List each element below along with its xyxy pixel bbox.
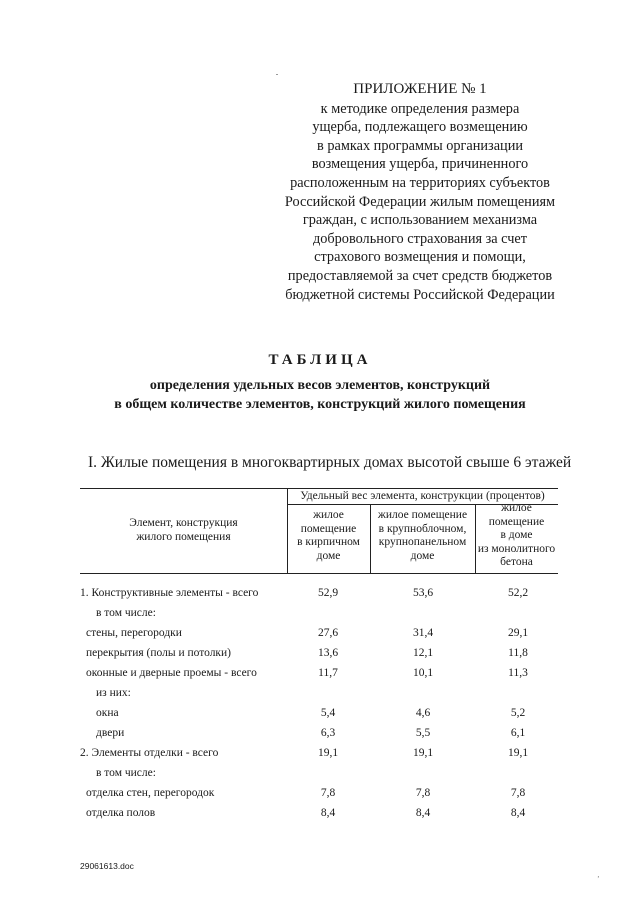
cell-monolithic: 11,3	[508, 667, 528, 679]
annex-line: Российской Федерации жилым помещениям	[284, 193, 556, 210]
row-label: перекрытия (полы и потолки)	[86, 647, 232, 659]
cell-brick: 27,6	[317, 627, 339, 639]
cell-panel: 8,4	[415, 807, 431, 819]
row-label: отделка полов	[86, 807, 156, 819]
row-label: оконные и дверные проемы - всего	[86, 667, 257, 679]
annex-line: возмещения ущерба, причиненного	[311, 156, 529, 173]
cell-monolithic: 52,2	[507, 587, 529, 599]
annex-line: в рамках программы организации	[317, 137, 523, 154]
cell-monolithic: 5,2	[510, 707, 526, 719]
header-line: жилое	[501, 502, 532, 514]
header-line: доме	[410, 549, 435, 562]
cell-brick: 11,7	[318, 667, 338, 679]
cell-panel: 12,1	[412, 647, 434, 659]
document-subtitle	[0, 376, 640, 414]
cell-panel: 7,8	[415, 787, 431, 799]
annex-line: страхового возмещения и помощи,	[314, 249, 526, 266]
scan-speck: ‚	[597, 870, 600, 879]
column-header-monolithic	[475, 502, 558, 570]
annex-line: расположенным на территориях субъектов	[290, 174, 550, 191]
cell-monolithic: 11,8	[508, 647, 528, 659]
row-label: отделка стен, перегородок	[86, 787, 215, 799]
cell-brick: 52,9	[317, 587, 339, 599]
cell-brick: 5,4	[320, 707, 336, 719]
header-line: в кирпичном	[297, 536, 360, 548]
cell-brick: 6,3	[320, 727, 336, 739]
row-label: 1. Конструктивные элементы - всего	[80, 587, 259, 599]
cell-brick: 7,8	[320, 787, 336, 799]
annex-number: ПРИЛОЖЕНИЕ № 1	[353, 81, 487, 97]
row-label: из них:	[96, 687, 131, 699]
header-line: жилого помещения	[136, 530, 231, 543]
cell-monolithic: 29,1	[507, 627, 529, 639]
column-header-panel	[370, 509, 475, 563]
row-label: в том числе:	[96, 767, 156, 779]
section-heading: I. Жилые помещения в многоквартирных домах высотой свыше 6 этажей	[88, 454, 572, 471]
cell-brick: 13,6	[317, 647, 339, 659]
header-line: помещение	[300, 522, 357, 535]
header-line: помещение	[488, 515, 545, 528]
header-line: жилое	[313, 509, 344, 521]
annex-line: граждан, с использованием механизма	[302, 212, 538, 229]
cell-monolithic: 8,4	[510, 807, 526, 819]
row-label: стены, перегородки	[86, 627, 182, 639]
cell-panel: 4,6	[415, 707, 431, 719]
header-line: Элемент, конструкция	[129, 517, 238, 529]
header-line: доме	[316, 549, 341, 562]
header-line: бетона	[500, 556, 533, 568]
annex-line: к методике определения размера	[320, 100, 520, 117]
header-line: из монолитного	[477, 542, 556, 555]
cell-brick: 8,4	[320, 807, 336, 819]
cell-monolithic: 7,8	[510, 787, 526, 799]
column-header-brick	[287, 509, 370, 563]
annex-line: ущерба, подлежащего возмещению	[312, 119, 528, 136]
header-line: в доме	[500, 529, 533, 541]
group-header: Удельный вес элемента, конструкции (процентов)	[300, 490, 545, 502]
cell-panel: 5,5	[415, 727, 431, 739]
document-title: ТАБЛИЦА	[268, 352, 372, 368]
cell-monolithic: 19,1	[507, 747, 529, 759]
row-label: в том числе:	[96, 607, 156, 619]
row-label: двери	[96, 727, 125, 739]
header-line: жилое помещение	[377, 509, 468, 521]
annex-line: бюджетной системы Российской Федерации	[285, 286, 555, 303]
row-label: окна	[96, 707, 119, 719]
column-header-element	[80, 517, 287, 544]
row-label: 2. Элементы отделки - всего	[80, 747, 219, 759]
table-top-rule	[80, 488, 558, 489]
annex-header	[270, 80, 570, 304]
cell-panel: 10,1	[412, 667, 434, 679]
cell-panel: 53,6	[412, 587, 434, 599]
table-header-bottom-rule	[80, 573, 558, 574]
annex-line: добровольного страхования за счет	[312, 230, 528, 247]
cell-panel: 19,1	[412, 747, 434, 759]
header-line: крупнопанельном	[378, 536, 467, 548]
scan-dot	[276, 74, 278, 75]
subtitle-line: в общем количестве элементов, конструкций жилого помещения	[114, 397, 526, 412]
cell-panel: 31,4	[412, 627, 434, 639]
subtitle-line: определения удельных весов элементов, конструкций	[149, 378, 491, 393]
cell-brick: 19,1	[317, 747, 339, 759]
annex-line: предоставляемой за счет средств бюджетов	[287, 267, 553, 284]
header-line: в крупноблочном,	[378, 522, 467, 535]
file-name-footer: 29061613.doc	[80, 861, 134, 871]
cell-monolithic: 6,1	[510, 727, 526, 739]
